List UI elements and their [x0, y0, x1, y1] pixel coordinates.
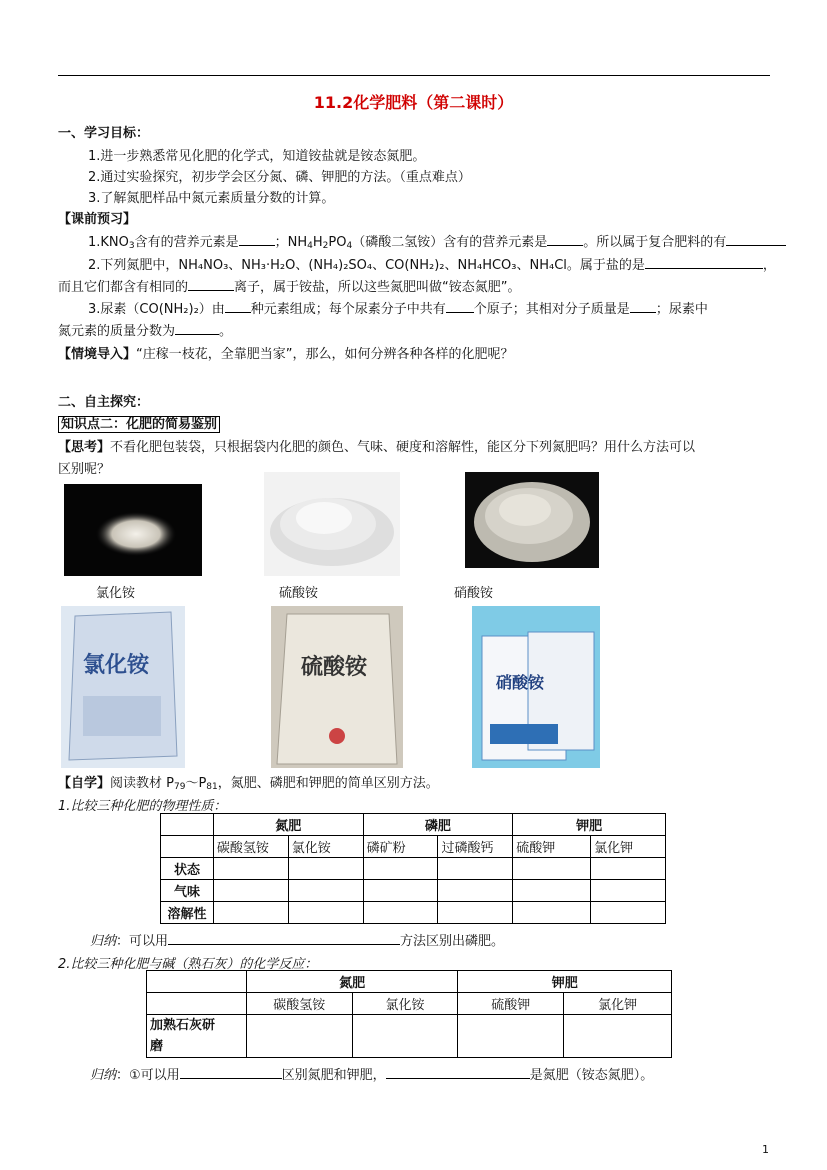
table1-item: 过磷酸钙: [438, 836, 513, 858]
table2-item: 碳酸氢铵: [246, 993, 352, 1015]
page-number: 1: [762, 1143, 769, 1156]
table2-caption: 2.比较三种化肥与碱（熟石灰）的化学反应：: [58, 957, 318, 972]
table2-item: 氯化钾: [564, 993, 672, 1015]
goal-3: 3.了解氮肥样品中氮元素质量分数的计算。: [88, 191, 335, 206]
table1-row: [161, 902, 666, 924]
think-line2: 区别呢？: [58, 462, 111, 477]
ammonium-chloride-bag-photo: 氯化铵: [61, 606, 185, 768]
section2-heading: 二、自主探究：: [58, 395, 150, 410]
table2-row-label: 加熟石灰研 磨: [147, 1015, 247, 1058]
table2-group-nitrogen: 氮肥: [246, 971, 458, 993]
table1-row-label: 状态: [161, 858, 214, 880]
preview-q3-line2: 氮元素的质量分数为 。: [58, 324, 233, 339]
knowledge-point-title: 知识点二：化肥的简易鉴别: [58, 413, 220, 432]
table1-group-potassium: 钾肥: [513, 814, 666, 836]
table1-row: [161, 880, 666, 902]
self-study-line: 【自学】阅读教材 $P_{79}\sim P_{81}$，氮肥、磷肥和钾肥的简单区别方法。: [58, 776, 439, 792]
summary-2: 归纳：①可以用 区别氮肥和钾肥， 是氮肥（铵态氮肥）。: [90, 1068, 654, 1083]
preview-q2-line1: 2.下列氮肥中，NH₄NO₃、NH₃·H₂O、(NH₄)₂SO₄、CO(NH₂)₂、NH₄HCO₃、NH₄Cl。属于盐的是 ，: [88, 258, 776, 273]
goal-2: 2.通过实验探究，初步学会区分氮、磷、钾肥的方法。（重点难点）: [88, 170, 471, 185]
preview-q1: $1.KNO_3$含有的营养元素是 ；$NH_4H_2PO_4$（磷酸二氢铵）含有的营养元素是 。所以属于复合肥料的有: [88, 231, 786, 251]
summary-1: 归纳：可以用 方法区别出磷肥。: [90, 934, 505, 949]
photo-caption-1: 氯化铵: [96, 586, 136, 601]
table1-item: 氯化钾: [591, 836, 666, 858]
ammonium-chloride-powder-photo: [64, 484, 202, 576]
table1-group-phosphorus: 磷肥: [363, 814, 513, 836]
table1-caption: 1.比较三种化肥的物理性质：: [58, 799, 227, 814]
table2-item: 硫酸钾: [458, 993, 564, 1015]
think-line1: 【思考】不看化肥包装袋，只根据袋内化肥的颜色、气味、硬度和溶解性，能区分下列氮肥吗？用什么方法可以: [58, 440, 696, 455]
preview-q2-line2: 而且它们都含有相同的 离子，属于铵盐，所以这些氮肥叫做“铵态氮肥”。: [58, 280, 521, 295]
table1-group-nitrogen: 氮肥: [213, 814, 363, 836]
photo-caption-2: 硫酸铵: [279, 586, 319, 601]
table1-row: [161, 858, 666, 880]
alkali-reaction-table: [146, 970, 672, 1058]
preview-heading: 【课前预习】: [58, 212, 137, 227]
table1-row-label: 气味: [161, 880, 214, 902]
table2-row: [147, 1015, 672, 1058]
ammonium-nitrate-bag-photo: 硝酸铵: [472, 606, 600, 768]
table1-row-label: 溶解性: [161, 902, 214, 924]
physical-properties-table: [160, 813, 666, 924]
table1-item: 碳酸氢铵: [213, 836, 288, 858]
table1-item: 氯化铵: [288, 836, 363, 858]
goal-1: 1.进一步熟悉常见化肥的化学式，知道铵盐就是铵态氮肥。: [88, 149, 426, 164]
photo-caption-3: 硝酸铵: [454, 586, 494, 601]
table1-item: 硫酸钾: [513, 836, 591, 858]
ammonium-sulfate-powder-photo: [264, 472, 400, 576]
page-title: 11.2化学肥料（第二课时）: [313, 93, 514, 112]
table2-group-potassium: 钾肥: [458, 971, 672, 993]
ammonium-nitrate-granules-photo: [465, 472, 599, 568]
table1-item: 磷矿粉: [363, 836, 438, 858]
preview-q3-line1: 3.尿素（CO(NH₂)₂）由 种元素组成；每个尿素分子中共有 个原子；其相对分子质量是 ；尿素中: [88, 302, 708, 317]
section1-heading: 一、学习目标：: [58, 126, 150, 141]
scene-intro: 【情境导入】“庄稼一枝花，全靠肥当家”，那么，如何分辨各种各样的化肥呢？: [58, 347, 514, 362]
ammonium-sulfate-bag-photo: 硫酸铵: [271, 606, 403, 768]
header-rule: [58, 75, 770, 76]
table2-item: 氯化铵: [352, 993, 458, 1015]
